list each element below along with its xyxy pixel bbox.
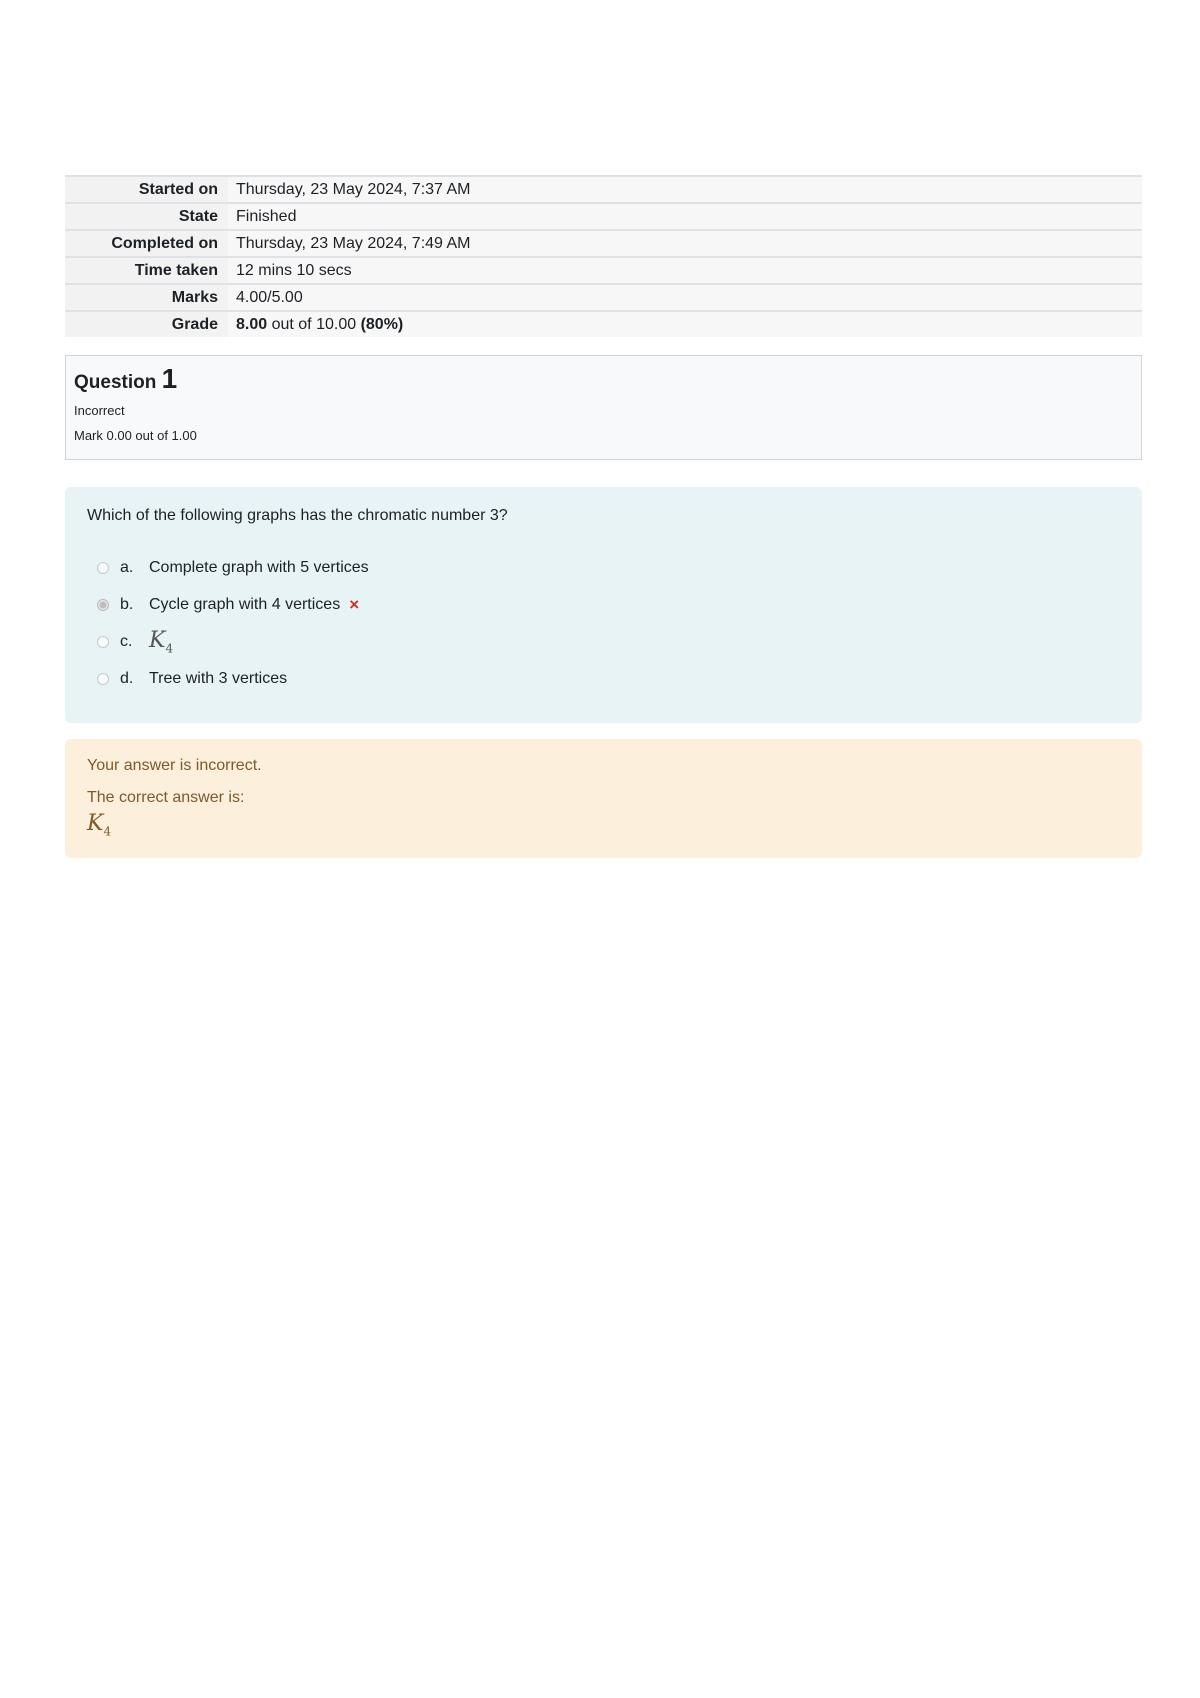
feedback-correct-label: The correct answer is: bbox=[87, 789, 245, 806]
math-base: K bbox=[87, 811, 104, 836]
question-state: Incorrect bbox=[74, 403, 125, 418]
summary-value: Thursday, 23 May 2024, 7:49 AM bbox=[228, 230, 1142, 257]
answer-option-a[interactable] bbox=[87, 549, 1120, 586]
summary-value: 4.00/5.00 bbox=[228, 284, 1142, 311]
summary-label: Time taken bbox=[65, 257, 228, 284]
question-text: Which of the following graphs has the chromatic number 3? bbox=[87, 507, 508, 524]
summary-value: Finished bbox=[228, 203, 1142, 230]
radio-button[interactable] bbox=[97, 562, 109, 574]
answer-text: Cycle graph with 4 vertices bbox=[149, 595, 341, 613]
answer-letter: a. bbox=[120, 558, 134, 576]
math-base: K bbox=[149, 627, 166, 653]
grade-percent: (80%) bbox=[360, 316, 404, 333]
math-subscript: 4 bbox=[103, 824, 112, 839]
answer-feedback bbox=[65, 739, 1142, 858]
question-title-prefix: Question bbox=[74, 372, 157, 393]
question-number: 1 bbox=[161, 363, 178, 394]
radio-button[interactable] bbox=[97, 636, 109, 648]
math-subscript: 4 bbox=[165, 641, 174, 656]
answer-text: Complete graph with 5 vertices bbox=[149, 558, 369, 576]
question-info bbox=[65, 355, 1142, 460]
summary-row-time-taken bbox=[65, 257, 1142, 284]
feedback-incorrect-text: Your answer is incorrect. bbox=[87, 757, 262, 774]
answer-letter: c. bbox=[120, 632, 133, 650]
summary-row-marks bbox=[65, 284, 1142, 311]
grade-out-of: out of 10.00 bbox=[271, 316, 357, 333]
answer-option-d[interactable] bbox=[87, 660, 1120, 697]
radio-button[interactable] bbox=[97, 673, 109, 685]
quiz-review-page bbox=[65, 175, 1142, 858]
summary-label: Completed on bbox=[65, 230, 228, 257]
question-mark: Mark 0.00 out of 1.00 bbox=[74, 428, 197, 443]
answer-letter: b. bbox=[120, 595, 134, 613]
summary-value bbox=[228, 311, 1142, 337]
correct-answer-math bbox=[87, 811, 1120, 838]
question-title bbox=[74, 365, 1133, 397]
summary-label: Grade bbox=[65, 311, 228, 337]
attempt-summary-table bbox=[65, 175, 1142, 337]
summary-row-completed bbox=[65, 230, 1142, 257]
answer-math bbox=[149, 628, 173, 655]
question-formulation bbox=[65, 487, 1142, 723]
radio-button-selected[interactable] bbox=[97, 599, 109, 611]
grade-score: 8.00 bbox=[236, 316, 268, 333]
summary-label: Marks bbox=[65, 284, 228, 311]
answer-option-c[interactable] bbox=[87, 623, 1120, 660]
summary-row-started bbox=[65, 176, 1142, 203]
answer-option-b[interactable] bbox=[87, 586, 1120, 623]
summary-value: 12 mins 10 secs bbox=[228, 257, 1142, 284]
incorrect-x-icon: × bbox=[349, 594, 360, 614]
summary-row-grade bbox=[65, 311, 1142, 337]
summary-label: Started on bbox=[65, 176, 228, 203]
summary-value: Thursday, 23 May 2024, 7:37 AM bbox=[228, 176, 1142, 203]
answer-text: Tree with 3 vertices bbox=[149, 669, 288, 687]
answer-letter: d. bbox=[120, 669, 134, 687]
summary-row-state bbox=[65, 203, 1142, 230]
summary-label: State bbox=[65, 203, 228, 230]
